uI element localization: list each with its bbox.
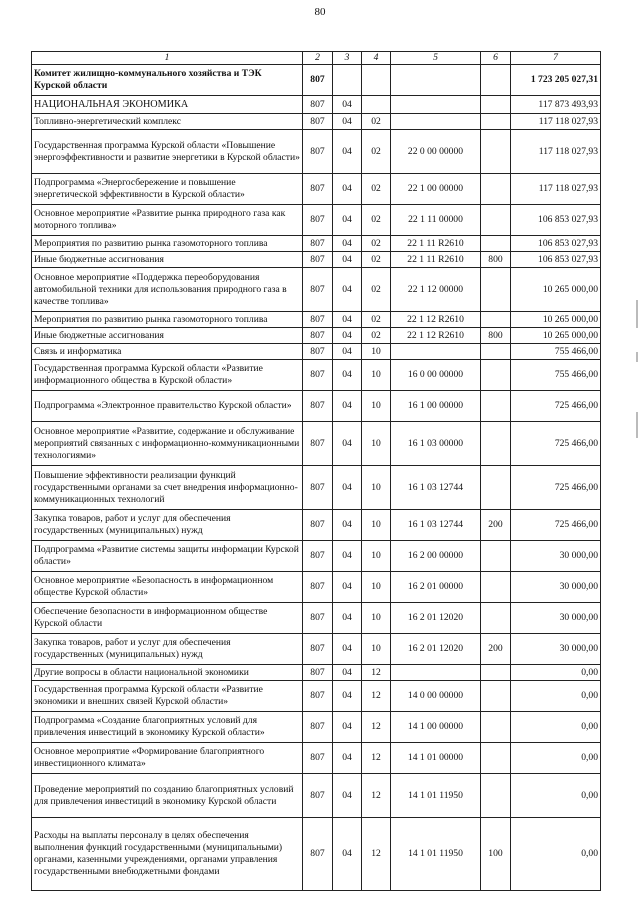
row-subsection-code: 02 (362, 130, 391, 174)
row-expense-type (481, 422, 511, 466)
row-subsection-code: 02 (362, 312, 391, 328)
row-admin-code: 807 (303, 96, 333, 114)
row-amount: 10 265 000,00 (511, 312, 601, 328)
table-row (32, 328, 601, 344)
row-section-code: 04 (333, 665, 362, 681)
row-admin-code: 807 (303, 344, 333, 360)
row-subsection-code: 10 (362, 541, 391, 572)
row-admin-code: 807 (303, 510, 333, 541)
row-expense-type (481, 743, 511, 774)
row-section-code: 04 (333, 681, 362, 712)
row-subsection-code: 02 (362, 174, 391, 205)
row-name: Другие вопросы в области национальной экономики (32, 665, 303, 681)
table-row (32, 466, 601, 510)
row-name: Обеспечение безопасности в информационном обществе Курской области (32, 603, 303, 634)
table-row (32, 268, 601, 312)
row-subsection-code: 02 (362, 114, 391, 130)
row-admin-code: 807 (303, 312, 333, 328)
row-amount: 106 853 027,93 (511, 236, 601, 252)
table-row (32, 96, 601, 114)
row-target-article: 16 0 00 00000 (391, 360, 481, 391)
row-amount: 30 000,00 (511, 572, 601, 603)
row-name: Основное мероприятие «Поддержка переоборудования автомобильной техники для использования природного газа в качестве топлива» (32, 268, 303, 312)
row-target-article: 16 1 03 00000 (391, 422, 481, 466)
row-expense-type (481, 344, 511, 360)
row-name: Расходы на выплаты персоналу в целях обеспечения выполнения функций государственными (муниципальными) органами, казенными учреждениями, органами управления государственными внебюджетными фондами (32, 818, 303, 891)
table-row (32, 818, 601, 891)
table-row (32, 312, 601, 328)
row-admin-code: 807 (303, 174, 333, 205)
row-amount: 0,00 (511, 774, 601, 818)
scan-edge-marks (632, 300, 638, 440)
col-header-amount: 7 (511, 52, 601, 65)
row-target-article: 16 1 03 12744 (391, 466, 481, 510)
col-header-section: 3 (333, 52, 362, 65)
row-name: Основное мероприятие «Развитие рынка природного газа как моторного топлива» (32, 205, 303, 236)
table-row (32, 130, 601, 174)
row-admin-code: 807 (303, 65, 333, 96)
table-row (32, 236, 601, 252)
row-expense-type: 100 (481, 818, 511, 891)
row-name: Закупка товаров, работ и услуг для обеспечения государственных (муниципальных) нужд (32, 634, 303, 665)
row-subsection-code: 12 (362, 743, 391, 774)
row-amount: 0,00 (511, 743, 601, 774)
row-section-code: 04 (333, 236, 362, 252)
row-admin-code: 807 (303, 422, 333, 466)
row-expense-type (481, 665, 511, 681)
row-expense-type (481, 65, 511, 96)
table-row (32, 541, 601, 572)
row-admin-code: 807 (303, 391, 333, 422)
row-expense-type: 200 (481, 634, 511, 665)
page-number: 80 (314, 6, 326, 18)
row-target-article: 16 1 00 00000 (391, 391, 481, 422)
row-target-article: 16 2 01 12020 (391, 603, 481, 634)
row-name: Государственная программа Курской области «Развитие экономики и внешних связей Курской области» (32, 681, 303, 712)
row-expense-type (481, 712, 511, 743)
row-target-article (391, 344, 481, 360)
row-admin-code: 807 (303, 818, 333, 891)
col-header-name: 1 (32, 52, 303, 65)
row-amount: 117 118 027,93 (511, 114, 601, 130)
row-name: Основное мероприятие «Безопасность в информационном обществе Курской области» (32, 572, 303, 603)
row-section-code: 04 (333, 466, 362, 510)
col-header-subsection: 4 (362, 52, 391, 65)
row-name: Иные бюджетные ассигнования (32, 328, 303, 344)
row-name: Закупка товаров, работ и услуг для обеспечения государственных (муниципальных) нужд (32, 510, 303, 541)
row-admin-code: 807 (303, 130, 333, 174)
row-name: Повышение эффективности реализации функций государственными органами за счет внедрения информационно-коммуникационных технологий (32, 466, 303, 510)
row-section-code: 04 (333, 743, 362, 774)
row-section-code: 04 (333, 774, 362, 818)
row-target-article: 22 1 11 00000 (391, 205, 481, 236)
row-admin-code: 807 (303, 466, 333, 510)
row-name: Государственная программа Курской области «Развитие информационного общества в Курской области» (32, 360, 303, 391)
row-subsection-code: 10 (362, 360, 391, 391)
col-header-admin: 2 (303, 52, 333, 65)
row-target-article: 16 2 01 12020 (391, 634, 481, 665)
row-admin-code: 807 (303, 268, 333, 312)
row-subsection-code (362, 96, 391, 114)
row-admin-code: 807 (303, 665, 333, 681)
table-row (32, 681, 601, 712)
row-amount: 117 873 493,93 (511, 96, 601, 114)
row-amount: 1 723 205 027,31 (511, 65, 601, 96)
row-target-article: 14 1 01 11950 (391, 774, 481, 818)
table-row (32, 252, 601, 268)
row-amount: 0,00 (511, 681, 601, 712)
table-row (32, 422, 601, 466)
row-subsection-code (362, 65, 391, 96)
row-target-article: 22 1 11 R2610 (391, 252, 481, 268)
row-section-code: 04 (333, 96, 362, 114)
row-section-code: 04 (333, 360, 362, 391)
row-admin-code: 807 (303, 603, 333, 634)
row-expense-type (481, 681, 511, 712)
row-admin-code: 807 (303, 252, 333, 268)
row-expense-type (481, 541, 511, 572)
row-section-code: 04 (333, 174, 362, 205)
table-row (32, 572, 601, 603)
row-target-article: 22 0 00 00000 (391, 130, 481, 174)
row-target-article: 16 2 01 00000 (391, 572, 481, 603)
table-row (32, 665, 601, 681)
row-admin-code: 807 (303, 634, 333, 665)
table-row (32, 344, 601, 360)
row-amount: 725 466,00 (511, 422, 601, 466)
row-target-article: 22 1 00 00000 (391, 174, 481, 205)
row-subsection-code: 12 (362, 665, 391, 681)
row-section-code: 04 (333, 541, 362, 572)
row-name: Топливно-энергетический комплекс (32, 114, 303, 130)
row-admin-code: 807 (303, 541, 333, 572)
row-admin-code: 807 (303, 114, 333, 130)
row-expense-type (481, 572, 511, 603)
row-section-code: 04 (333, 328, 362, 344)
row-expense-type (481, 130, 511, 174)
row-amount: 725 466,00 (511, 391, 601, 422)
row-subsection-code: 12 (362, 681, 391, 712)
row-target-article: 22 1 12 00000 (391, 268, 481, 312)
row-admin-code: 807 (303, 205, 333, 236)
row-target-article: 14 1 01 00000 (391, 743, 481, 774)
row-admin-code: 807 (303, 712, 333, 743)
row-expense-type (481, 205, 511, 236)
row-name: Подпрограмма «Энергосбережение и повышение энергетической эффективности в Курской области» (32, 174, 303, 205)
row-target-article: 16 2 00 00000 (391, 541, 481, 572)
row-subsection-code: 02 (362, 328, 391, 344)
row-section-code: 04 (333, 130, 362, 174)
row-section-code: 04 (333, 712, 362, 743)
row-target-article (391, 665, 481, 681)
table-row (32, 603, 601, 634)
row-target-article (391, 114, 481, 130)
table-row (32, 360, 601, 391)
row-section-code: 04 (333, 268, 362, 312)
row-section-code: 04 (333, 634, 362, 665)
row-amount: 30 000,00 (511, 634, 601, 665)
table-row (32, 114, 601, 130)
row-target-article: 14 1 00 00000 (391, 712, 481, 743)
row-expense-type: 800 (481, 252, 511, 268)
row-section-code: 04 (333, 603, 362, 634)
row-admin-code: 807 (303, 328, 333, 344)
row-section-code: 04 (333, 422, 362, 466)
row-section-code: 04 (333, 818, 362, 891)
table-row (32, 65, 601, 96)
row-name: НАЦИОНАЛЬНАЯ ЭКОНОМИКА (32, 96, 303, 114)
row-name: Иные бюджетные ассигнования (32, 252, 303, 268)
row-section-code: 04 (333, 391, 362, 422)
row-section-code: 04 (333, 205, 362, 236)
row-subsection-code: 10 (362, 603, 391, 634)
row-subsection-code: 10 (362, 572, 391, 603)
row-amount: 725 466,00 (511, 510, 601, 541)
table-row (32, 743, 601, 774)
row-subsection-code: 02 (362, 236, 391, 252)
row-target-article: 16 1 03 12744 (391, 510, 481, 541)
table-row (32, 774, 601, 818)
row-section-code (333, 65, 362, 96)
row-amount: 755 466,00 (511, 344, 601, 360)
row-subsection-code: 02 (362, 268, 391, 312)
row-name: Мероприятия по развитию рынка газомоторного топлива (32, 236, 303, 252)
row-name: Основное мероприятие «Развитие, содержание и обслуживание мероприятий связанных с информационно-коммуникационными технологиями» (32, 422, 303, 466)
row-subsection-code: 02 (362, 252, 391, 268)
row-subsection-code: 12 (362, 774, 391, 818)
row-subsection-code: 02 (362, 205, 391, 236)
row-amount: 117 118 027,93 (511, 174, 601, 205)
row-amount: 10 265 000,00 (511, 268, 601, 312)
col-header-target-article: 5 (391, 52, 481, 65)
row-amount: 30 000,00 (511, 603, 601, 634)
row-name: Подпрограмма «Создание благоприятных условий для привлечения инвестиций в экономику Курской области» (32, 712, 303, 743)
budget-table (31, 51, 601, 891)
table-header-row (32, 52, 601, 65)
row-expense-type (481, 312, 511, 328)
row-expense-type (481, 360, 511, 391)
row-expense-type (481, 466, 511, 510)
row-amount: 755 466,00 (511, 360, 601, 391)
row-admin-code: 807 (303, 360, 333, 391)
table-row (32, 712, 601, 743)
row-expense-type (481, 114, 511, 130)
row-amount: 106 853 027,93 (511, 205, 601, 236)
col-header-expense-type: 6 (481, 52, 511, 65)
row-target-article: 14 0 00 00000 (391, 681, 481, 712)
row-name: Подпрограмма «Развитие системы защиты информации Курской области» (32, 541, 303, 572)
row-amount: 725 466,00 (511, 466, 601, 510)
row-amount: 117 118 027,93 (511, 130, 601, 174)
row-name: Государственная программа Курской области «Повышение энергоэффективности и развитие энергетики в Курской области» (32, 130, 303, 174)
row-name: Подпрограмма «Электронное правительство Курской области» (32, 391, 303, 422)
row-name: Мероприятия по развитию рынка газомоторного топлива (32, 312, 303, 328)
table-row (32, 205, 601, 236)
row-admin-code: 807 (303, 774, 333, 818)
row-admin-code: 807 (303, 236, 333, 252)
row-amount: 10 265 000,00 (511, 328, 601, 344)
row-name: Основное мероприятие «Формирование благоприятного инвестиционного климата» (32, 743, 303, 774)
row-name: Проведение мероприятий по созданию благоприятных условий для привлечения инвестиций в экономику Курской области (32, 774, 303, 818)
row-admin-code: 807 (303, 572, 333, 603)
row-target-article: 22 1 11 R2610 (391, 236, 481, 252)
row-section-code: 04 (333, 114, 362, 130)
row-subsection-code: 12 (362, 712, 391, 743)
row-name: Комитет жилищно-коммунального хозяйства и ТЭК Курской области (32, 65, 303, 96)
row-expense-type: 800 (481, 328, 511, 344)
table-row (32, 634, 601, 665)
row-target-article: 14 1 01 11950 (391, 818, 481, 891)
row-subsection-code: 10 (362, 466, 391, 510)
row-expense-type (481, 391, 511, 422)
row-expense-type (481, 174, 511, 205)
row-amount: 0,00 (511, 818, 601, 891)
row-subsection-code: 10 (362, 422, 391, 466)
row-expense-type (481, 774, 511, 818)
row-target-article: 22 1 12 R2610 (391, 328, 481, 344)
row-expense-type (481, 268, 511, 312)
row-expense-type (481, 603, 511, 634)
row-expense-type (481, 236, 511, 252)
row-amount: 106 853 027,93 (511, 252, 601, 268)
row-subsection-code: 10 (362, 634, 391, 665)
row-target-article (391, 96, 481, 114)
table-body (32, 65, 601, 891)
row-subsection-code: 12 (362, 818, 391, 891)
row-section-code: 04 (333, 572, 362, 603)
row-subsection-code: 10 (362, 391, 391, 422)
row-amount: 30 000,00 (511, 541, 601, 572)
row-expense-type: 200 (481, 510, 511, 541)
row-section-code: 04 (333, 312, 362, 328)
table-row (32, 174, 601, 205)
row-name: Связь и информатика (32, 344, 303, 360)
row-subsection-code: 10 (362, 344, 391, 360)
table-row (32, 510, 601, 541)
row-subsection-code: 10 (362, 510, 391, 541)
row-amount: 0,00 (511, 665, 601, 681)
row-section-code: 04 (333, 510, 362, 541)
row-section-code: 04 (333, 252, 362, 268)
row-target-article: 22 1 12 R2610 (391, 312, 481, 328)
table-row (32, 391, 601, 422)
row-amount: 0,00 (511, 712, 601, 743)
row-expense-type (481, 96, 511, 114)
row-admin-code: 807 (303, 681, 333, 712)
row-section-code: 04 (333, 344, 362, 360)
row-admin-code: 807 (303, 743, 333, 774)
row-target-article (391, 65, 481, 96)
